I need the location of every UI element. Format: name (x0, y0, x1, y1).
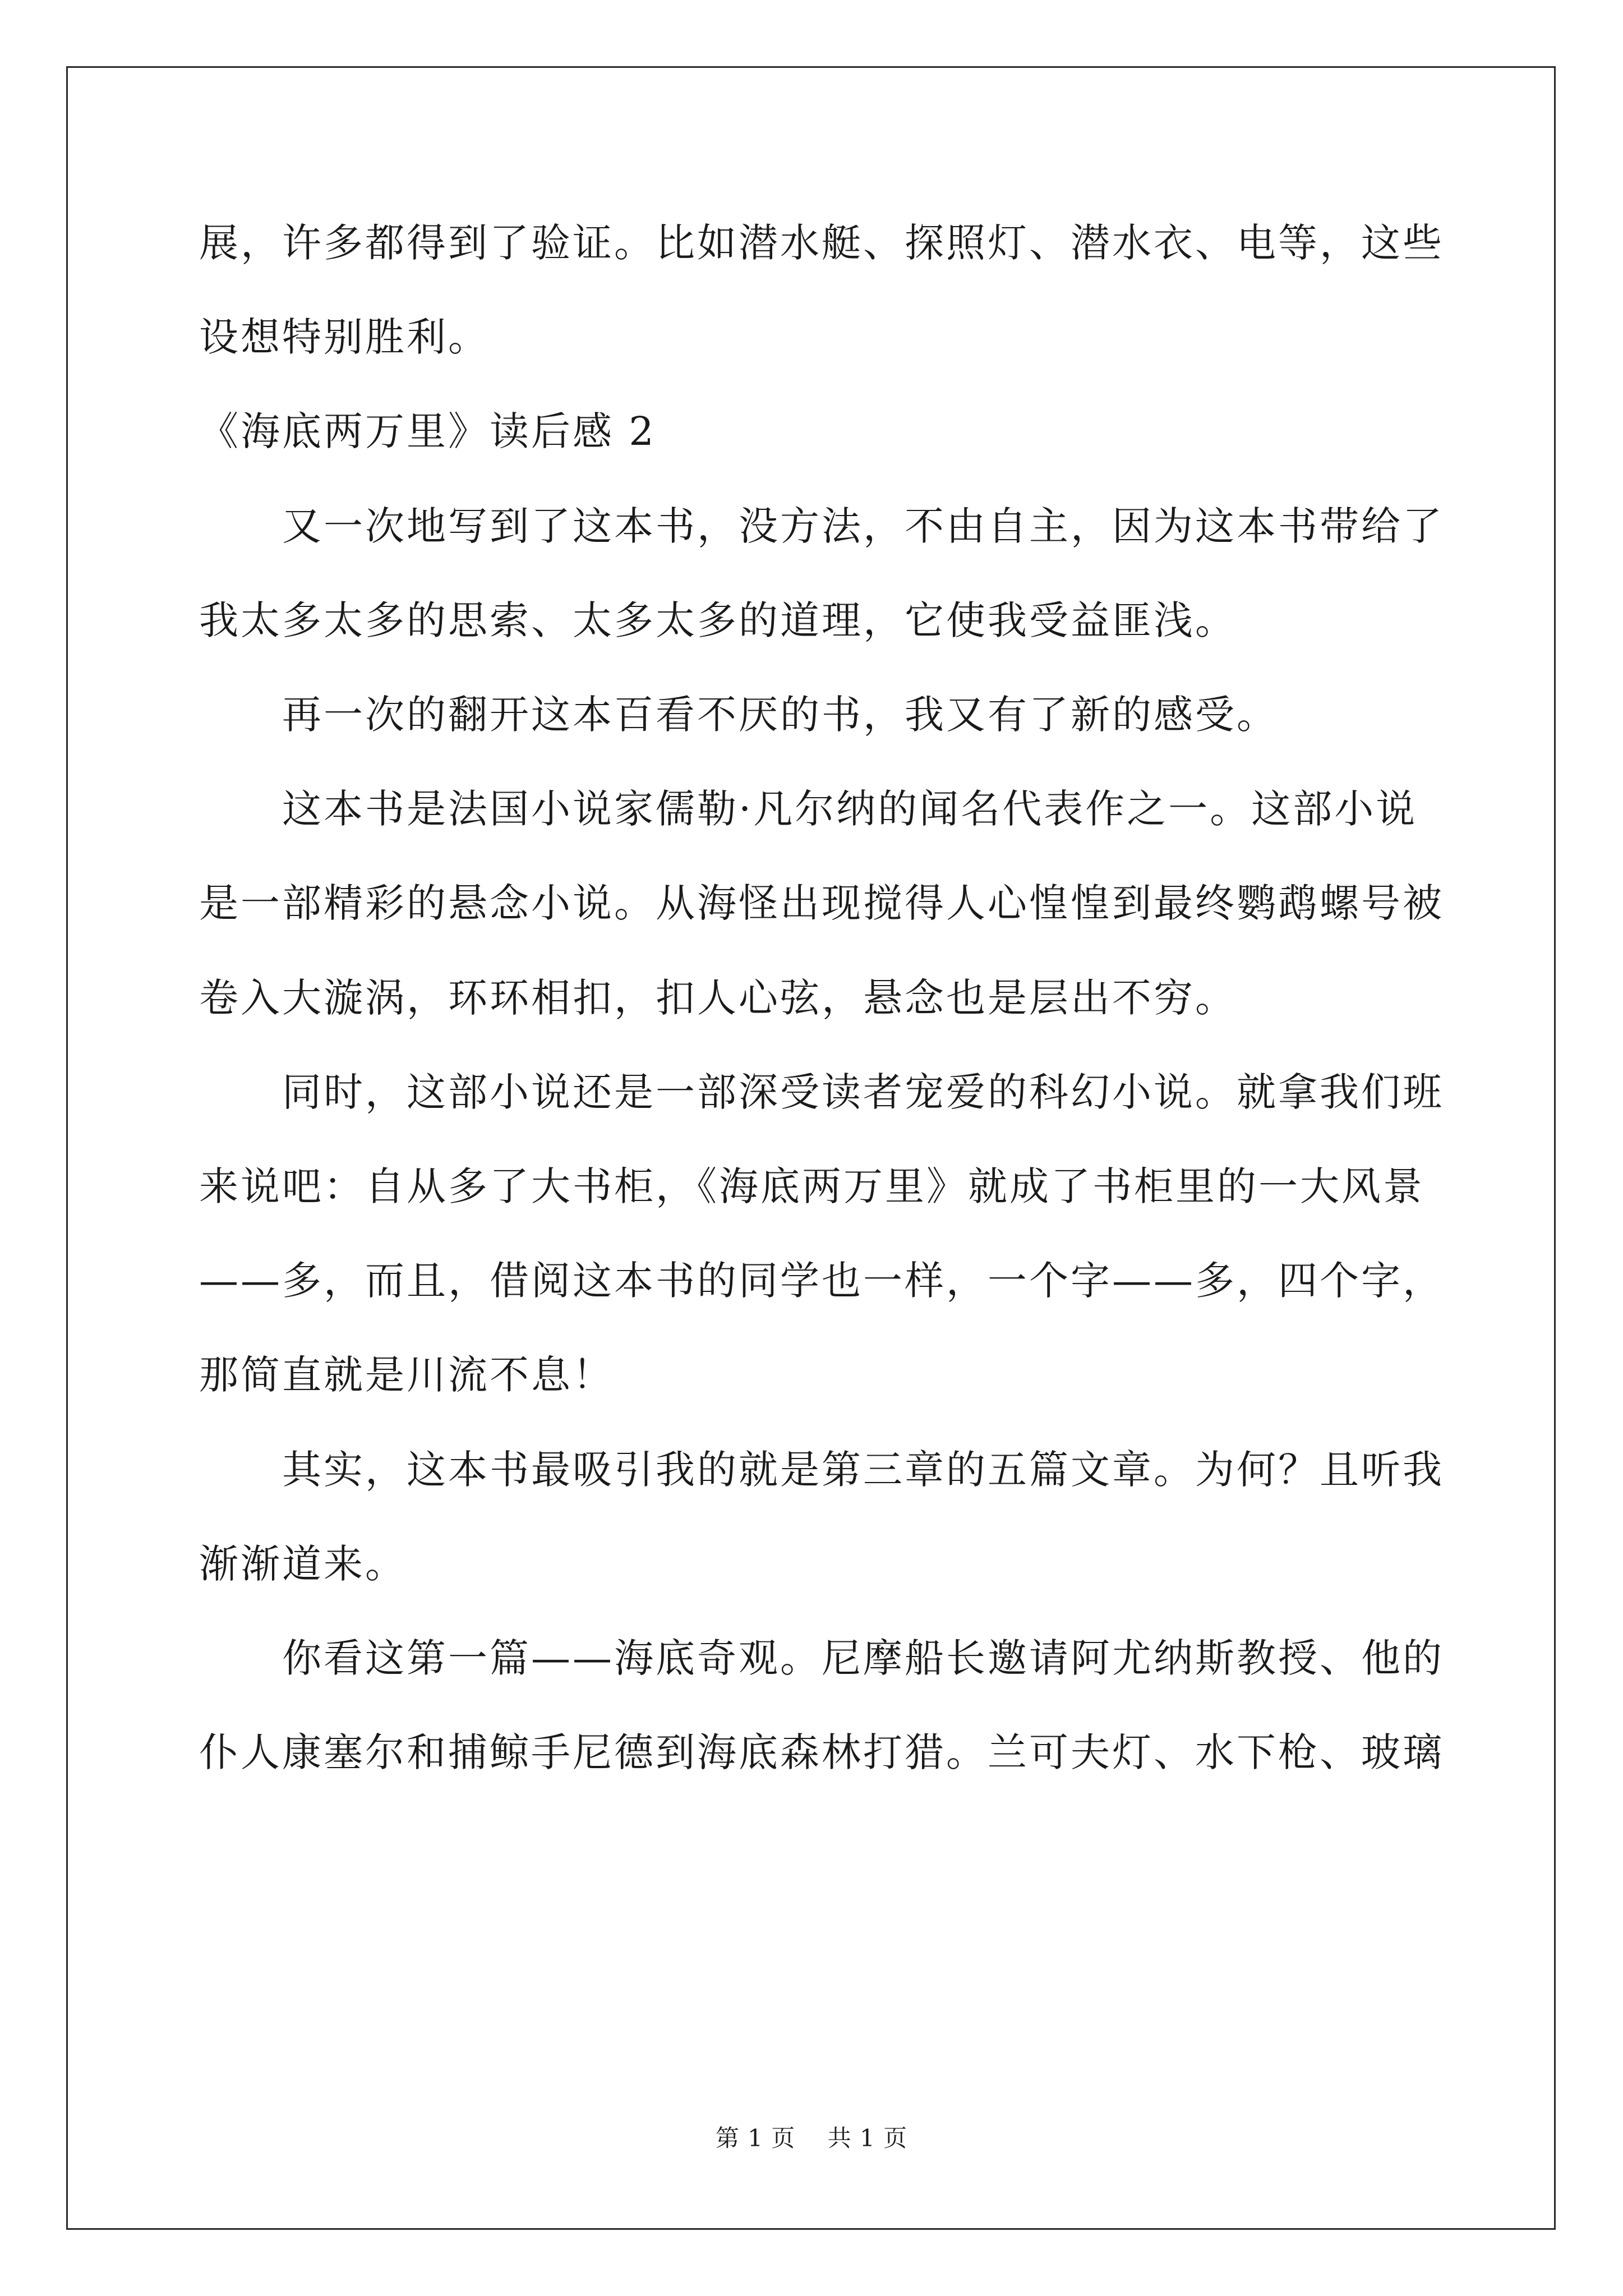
text-line: 那简直就是川流不息！ (199, 1352, 614, 1398)
text-line: 渐渐道来。 (199, 1541, 407, 1587)
section-heading: 《海底两万里》读后感 2 (199, 408, 656, 454)
paragraph-first-line: 你看这第一篇——海底奇观。尼摩船长邀请阿尤纳斯教授、他的 (282, 1635, 1444, 1681)
paragraph-first-line: 同时，这部小说还是一部深受读者宠爱的科幻小说。就拿我们班 (282, 1069, 1444, 1115)
page-footer (0, 2123, 1623, 2154)
text-line: 设想特别胜利。 (199, 314, 490, 360)
page-number: 第 1 页 (715, 2124, 796, 2152)
paragraph-first-line: 再一次的翻开这本百看不厌的书，我又有了新的感受。 (282, 692, 1278, 738)
paragraph-first-line: 又一次地写到了这本书，没方法，不由自主，因为这本书带给了 (282, 503, 1444, 549)
text-line: ——多，而且，借阅这本书的同学也一样，一个字——多，四个字， (199, 1258, 1444, 1304)
page-border (66, 66, 1556, 2230)
text-line: 卷入大漩涡，环环相扣，扣人心弦，悬念也是层出不穷。 (199, 975, 1237, 1021)
page-total: 共 1 页 (827, 2124, 908, 2152)
text-line: 我太多太多的思索、太多太多的道理，它使我受益匪浅。 (199, 597, 1237, 643)
text-line: 来说吧：自从多了大书柜，《海底两万里》就成了书柜里的一大风景 (199, 1163, 1424, 1209)
text-line: 是一部精彩的悬念小说。从海怪出现搅得人心惶惶到最终鹦鹉螺号被 (199, 880, 1444, 926)
paragraph-first-line: 这本书是法国小说家儒勒·凡尔纳的闻名代表作之一。这部小说 (282, 786, 1418, 832)
paragraph-first-line: 其实，这本书最吸引我的就是第三章的五篇文章。为何？且听我 (282, 1447, 1444, 1493)
text-line: 仆人康塞尔和捕鲸手尼德到海底森林打猎。兰可夫灯、水下枪、玻璃 (199, 1729, 1444, 1775)
text-line: 展，许多都得到了验证。比如潜水艇、探照灯、潜水衣、电等，这些 (199, 220, 1444, 266)
